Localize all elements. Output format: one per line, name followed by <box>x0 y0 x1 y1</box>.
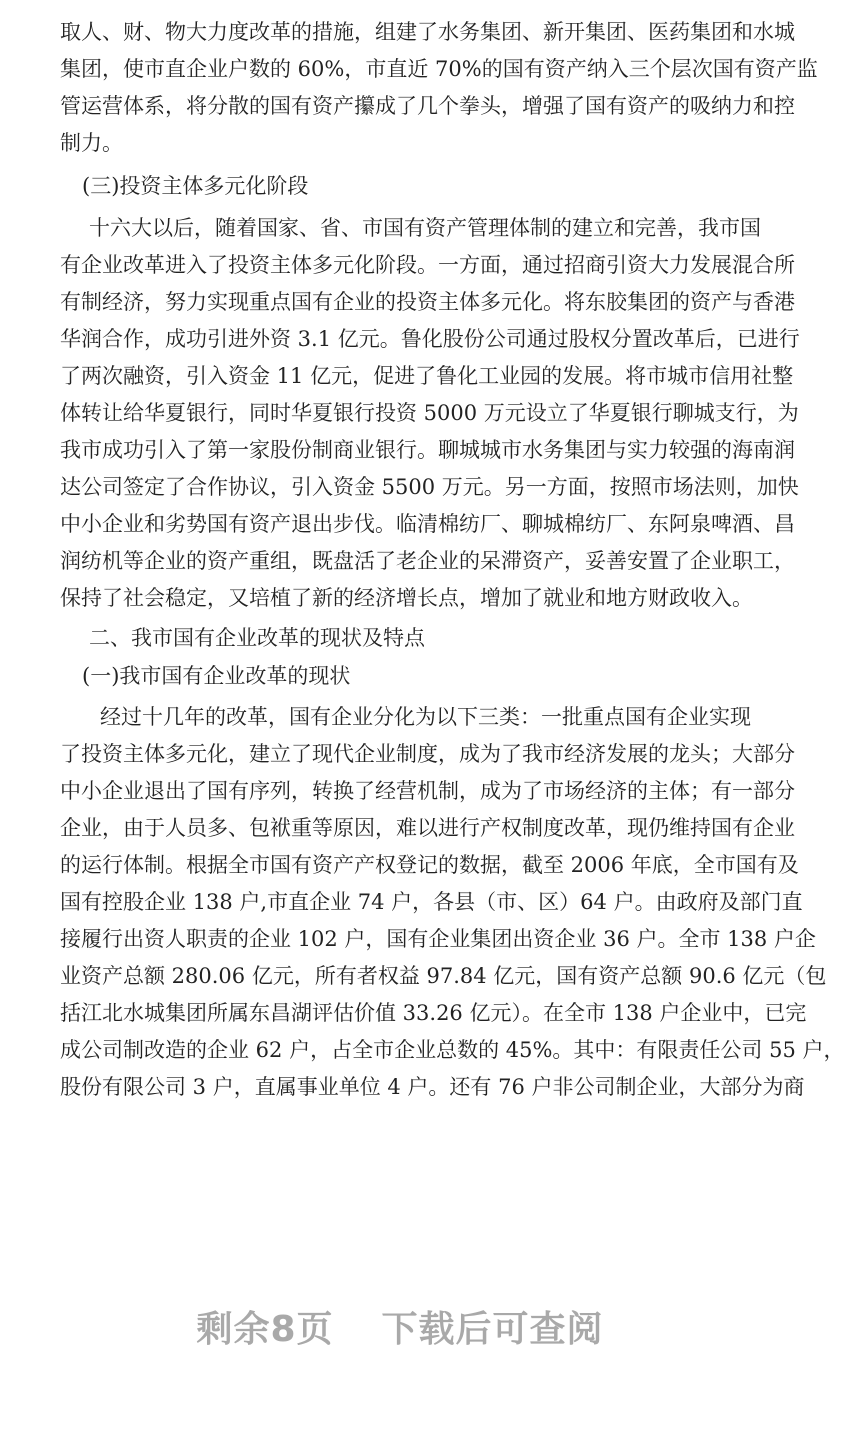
text-line: 管运营体系，将分散的国有资产攥成了几个拳头，增强了国有资产的吸纳力和控 <box>60 94 795 118</box>
download-to-view-label[interactable]: 下载后可查阅 <box>381 1309 604 1350</box>
text-line: 中小企业退出了国有序列，转换了经营机制，成为了市场经济的主体；有一部分 <box>60 779 795 803</box>
text-line: 成公司制改造的企业 62 户，占全市企业总数的 45%。其中：有限责任公司 55 户， <box>60 1038 845 1062</box>
text-line: 取人、财、物大力度改革的措施，组建了水务集团、新开集团、医药集团和水城 <box>60 20 795 44</box>
text-line: 保持了社会稳定，又培植了新的经济增长点，增加了就业和地方财政收入。 <box>60 586 753 610</box>
text-line: 国有控股企业 138 户,市直企业 74 户，各县（市、区）64 户。由政府及部门直 <box>60 890 803 914</box>
paragraph-investment-diversification <box>60 210 800 617</box>
text-line: 有企业改革进入了投资主体多元化阶段。一方面，通过招商引资大力发展混合所 <box>60 253 795 277</box>
text-line: 制力。 <box>60 131 123 155</box>
paragraph-continuation <box>60 14 818 162</box>
paragraph-current-status <box>60 699 845 1106</box>
text-line: 我市成功引入了第一家股份制商业银行。聊城城市水务集团与实力较强的海南润 <box>60 438 795 462</box>
text-line: 股份有限公司 3 户，直属事业单位 4 户。还有 76 户非公司制企业，大部分为商 <box>60 1075 805 1099</box>
text-line: 了投资主体多元化，建立了现代企业制度，成为了我市经济发展的龙头；大部分 <box>60 742 795 766</box>
remaining-pages-label: 剩余8页 <box>196 1309 334 1350</box>
text-line: 十六大以后，随着国家、省、市国有资产管理体制的建立和完善，我市国 <box>89 216 761 240</box>
download-prompt-banner[interactable] <box>0 1305 800 1355</box>
text-line: 集团，使市直企业户数的 60%，市直近 70%的国有资产纳入三个层次国有资产监 <box>60 57 818 81</box>
text-line: 企业，由于人员多、包袱重等原因，难以进行产权制度改革，现仍维持国有企业 <box>60 816 795 840</box>
text-line: 有制经济，努力实现重点国有企业的投资主体多元化。将东胶集团的资产与香港 <box>60 290 795 314</box>
text-line: 业资产总额 280.06 亿元，所有者权益 97.84 亿元，国有资产总额 90.6 亿元（包 <box>60 964 827 988</box>
text-line: 达公司签定了合作协议，引入资金 5500 万元。另一方面，按照市场法则，加快 <box>60 475 799 499</box>
text-line: 润纺机等企业的资产重组，既盘活了老企业的呆滞资产，妥善安置了企业职工， <box>60 549 795 573</box>
text-line: 华润合作，成功引进外资 3.1 亿元。鲁化股份公司通过股权分置改革后，已进行 <box>60 327 800 351</box>
text-line: 中小企业和劣势国有资产退出步伐。临清棉纺厂、聊城棉纺厂、东阿泉啤酒、昌 <box>60 512 795 536</box>
text-line: 体转让给华夏银行，同时华夏银行投资 5000 万元设立了华夏银行聊城支行，为 <box>60 401 799 425</box>
text-line: 经过十几年的改革，国有企业分化为以下三类：一批重点国有企业实现 <box>100 705 751 729</box>
section-heading-investment-diversification: (三)投资主体多元化阶段 <box>82 174 309 198</box>
text-line: 接履行出资人职责的企业 102 户，国有企业集团出资企业 36 户。全市 138 户企 <box>60 927 816 951</box>
text-line: 了两次融资，引入资金 11 亿元，促进了鲁化工业园的发展。将市城市信用社整 <box>60 364 794 388</box>
text-line: 的运行体制。根据全市国有资产产权登记的数据，截至 2006 年底，全市国有及 <box>60 853 799 877</box>
section-heading-current-status: (一)我市国有企业改革的现状 <box>82 664 351 688</box>
document-body <box>60 14 845 1106</box>
section-heading-status-and-features: 二、我市国有企业改革的现状及特点 <box>89 626 425 650</box>
text-line: 括江北水城集团所属东昌湖评估价值 33.26 亿元）。在全市 138 户企业中，已完 <box>60 1001 807 1025</box>
